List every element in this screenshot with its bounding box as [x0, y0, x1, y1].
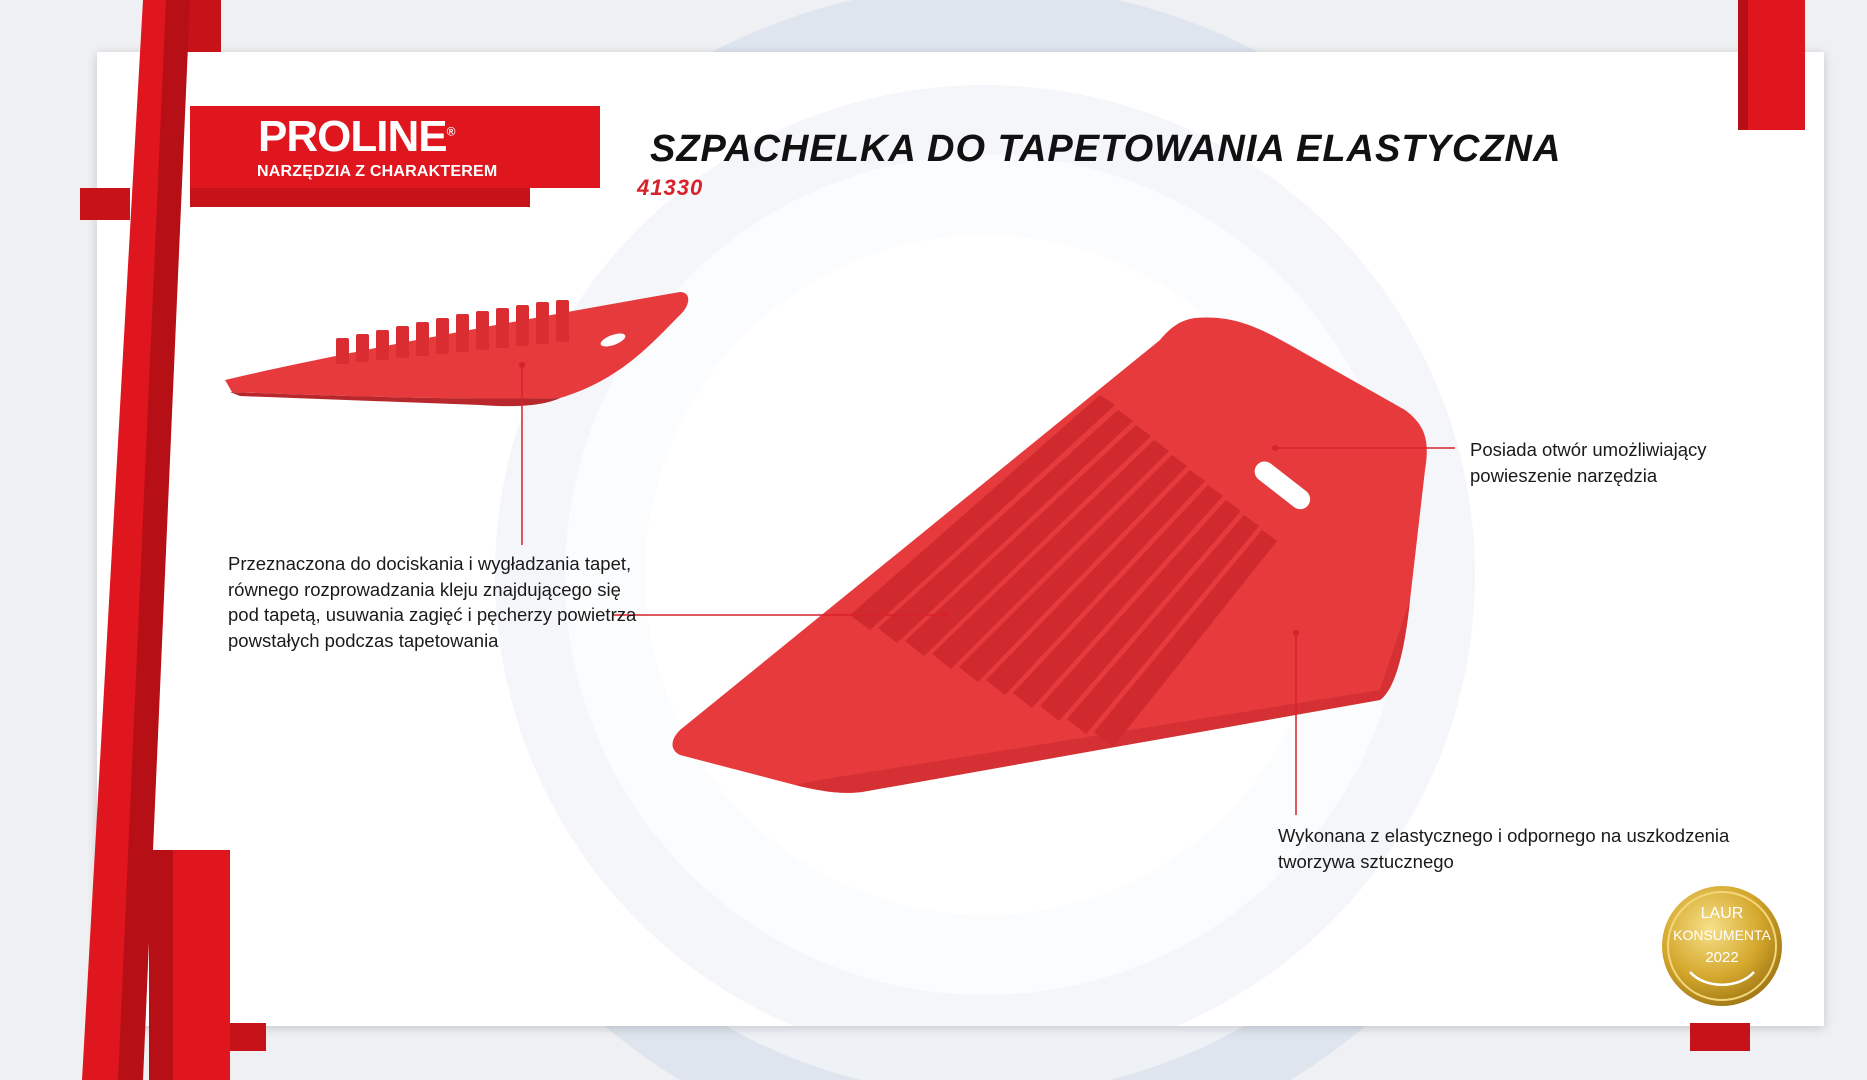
- spatula-side-view: [225, 292, 688, 406]
- callout-hole: Posiada otwór umożliwiający powieszenie narzędzia: [1470, 439, 1707, 486]
- brand-tagline: NARZĘDZIA Z CHARAKTEREM: [257, 163, 498, 180]
- spatula-front-view: [673, 317, 1427, 792]
- badge-line2: KONSUMENTA: [1673, 927, 1771, 943]
- badge-year: 2022: [1705, 949, 1739, 966]
- product-title: SZPACHELKA DO TAPETOWANIA ELASTYCZNA: [650, 128, 1562, 170]
- laur-konsumenta-badge: [1660, 884, 1784, 1008]
- badge-line1: LAUR: [1700, 905, 1744, 922]
- product-code: 41330: [637, 175, 704, 200]
- callout-usage: Przeznaczona do dociskania i wygładzania tapet, równego rozprowadzania kleju znajdującego się pod tapetą, usuwania zagięć i pęcherzy powietrza powstałych podczas tapetowania: [228, 553, 637, 651]
- callout-material: Wykonana z elastycznego i odpornego na uszkodzenia tworzywa sztucznego: [1278, 825, 1730, 872]
- proline-logo: PROLINE®: [258, 112, 455, 161]
